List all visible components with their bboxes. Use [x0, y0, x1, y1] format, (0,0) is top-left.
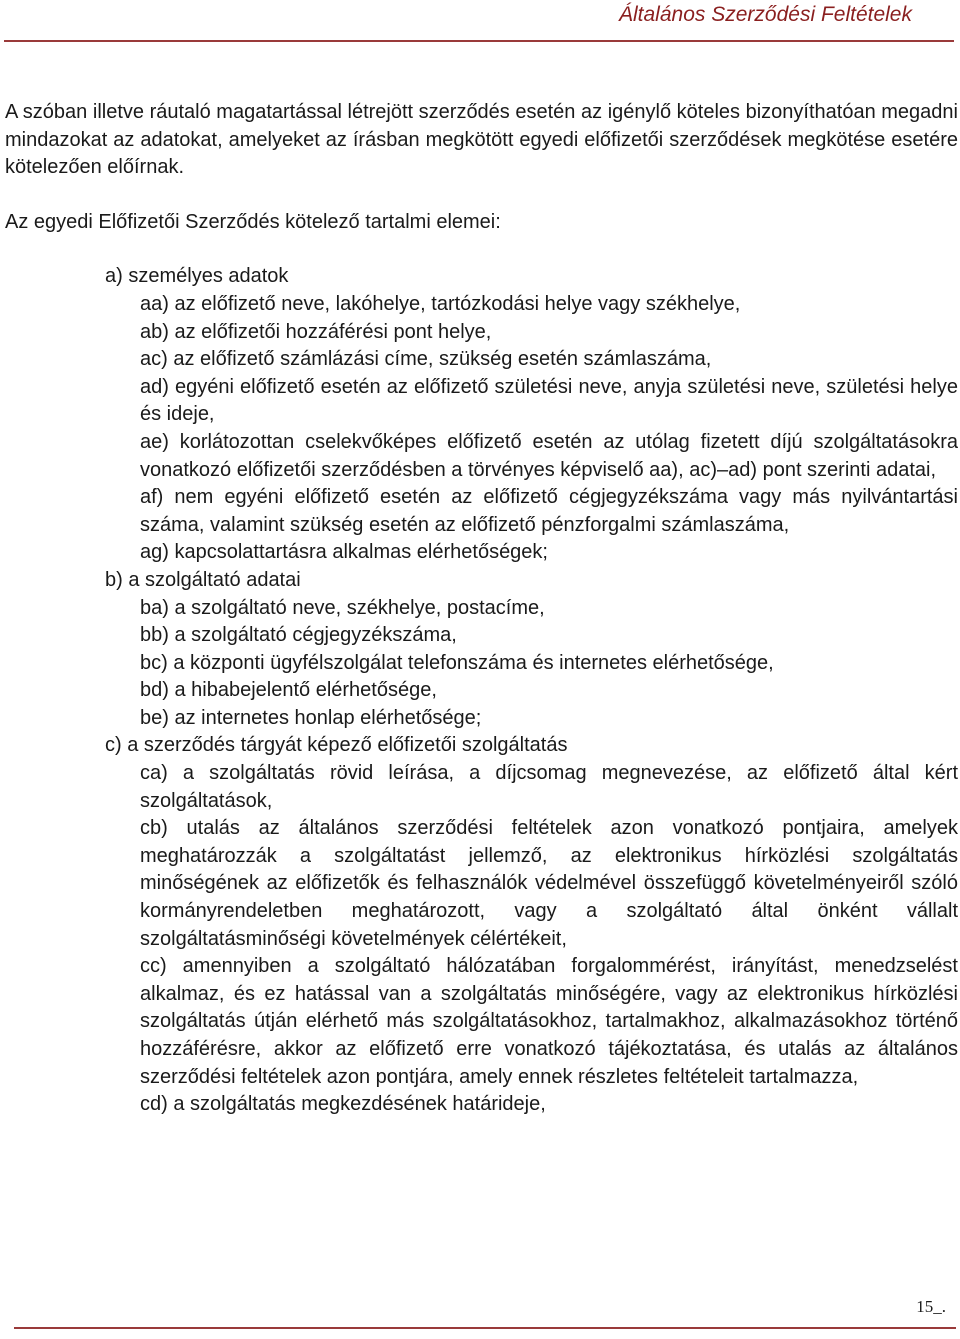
list-item-a-label: a) személyes adatok	[105, 265, 289, 288]
page-number: 15_.	[916, 1297, 946, 1316]
list-item-be: be) az internetes honlap elérhetősége;	[140, 706, 482, 729]
list-item-c-label: c) a szerződés tárgyát képező előfizetői szolgáltatás	[105, 734, 568, 757]
list-item-ac: ac) az előfizető számlázási címe, szükség esetén számlaszáma,	[140, 348, 712, 371]
list-item-bb: bb) a szolgáltató cégjegyzékszáma,	[140, 624, 457, 647]
footer-divider	[14, 1327, 956, 1329]
document-header-title: Általános Szerződési Feltételek	[619, 3, 912, 26]
list-item-ae: ae) korlátozottan cselekvőképes előfizető esetén az utólag fizetett díjú szolgáltatásokra vonatkozó előfizetői szerződésben a törvényes képviselő aa), ac)–ad) pont szerinti adatai,	[140, 430, 958, 481]
list-item-ca: ca) a szolgáltatás rövid leírása, a díjcsomag megnevezése, az előfizető által kért szolgáltatások,	[140, 762, 958, 812]
list-item-cc: cc) amennyiben a szolgáltató hálózatában forgalommérést, irányítást, menedzselést alkalmaz, és ez hatással van a szolgáltatás minőségére, vagy az elektronikus hírközlési szolgáltatás útján elérhető más szolgáltatásokhoz, tartalmakhoz, alkalmazásokhoz történő hozzáférésre, akkor az előfizető erre vonatkozó tájékoztatása, és utalás az általános szerződési feltételek azon pontjára, amely ennek részletes feltételeit tartalmazza,	[140, 955, 958, 1088]
list-item-ag: ag) kapcsolattartásra alkalmas elérhetőségek;	[140, 541, 548, 564]
list-item-ba: ba) a szolgáltató neve, székhelye, postacíme,	[140, 596, 545, 619]
list-item-bc: bc) a központi ügyfélszolgálat telefonszáma és internetes elérhetősége,	[140, 651, 774, 674]
header-divider	[4, 40, 954, 42]
paragraph-mandatory-elements-intro: Az egyedi Előfizetői Szerződés kötelező tartalmi elemei:	[5, 210, 501, 233]
list-item-b-label: b) a szolgáltató adatai	[105, 568, 301, 591]
list-item-ad: ad) egyéni előfizető esetén az előfizető születési neve, anyja születési neve, születési helye és ideje,	[140, 375, 958, 426]
document-body	[5, 99, 958, 1119]
list-item-aa: aa) az előfizető neve, lakóhelye, tartózkodási helye vagy székhelye,	[140, 292, 741, 315]
list-item-af: af) nem egyéni előfizető esetén az előfizető cégjegyzékszáma vagy más nyilvántartási száma, valamint szükség esetén az előfizető pénzforgalmi számlaszáma,	[140, 486, 958, 536]
list-item-ab: ab) az előfizetői hozzáférési pont helye,	[140, 320, 492, 343]
list-item-cd: cd) a szolgáltatás megkezdésének határideje,	[140, 1093, 546, 1116]
list-item-cb: cb) utalás az általános szerződési feltételek azon vonatkozó pontjaira, amelyek meghatározzák a szolgáltatást jellemző, az elektronikus hírközlési szolgáltatás minőségének az előfizetők és felhasználók védelmével összefüggő követelményeiről szóló kormányrendeletben meghatározott, vagy a szolgáltató által önként vállalt szolgáltatásminőségi követelmények célértékeit,	[140, 817, 958, 950]
list-item-bd: bd) a hibabejelentő elérhetősége,	[140, 679, 437, 702]
list-section-b	[5, 567, 958, 733]
list-section-c	[5, 732, 958, 1118]
paragraph-verbal-contract: A szóban illetve ráutaló magatartással létrejött szerződés esetén az igénylő köteles bizonyíthatóan megadni mindazokat az adatokat, amelyeket az írásban megkötött egyedi előfizetői szerződések megkötése esetére kötelezően előírnak.	[5, 101, 958, 179]
list-section-a	[5, 263, 958, 567]
